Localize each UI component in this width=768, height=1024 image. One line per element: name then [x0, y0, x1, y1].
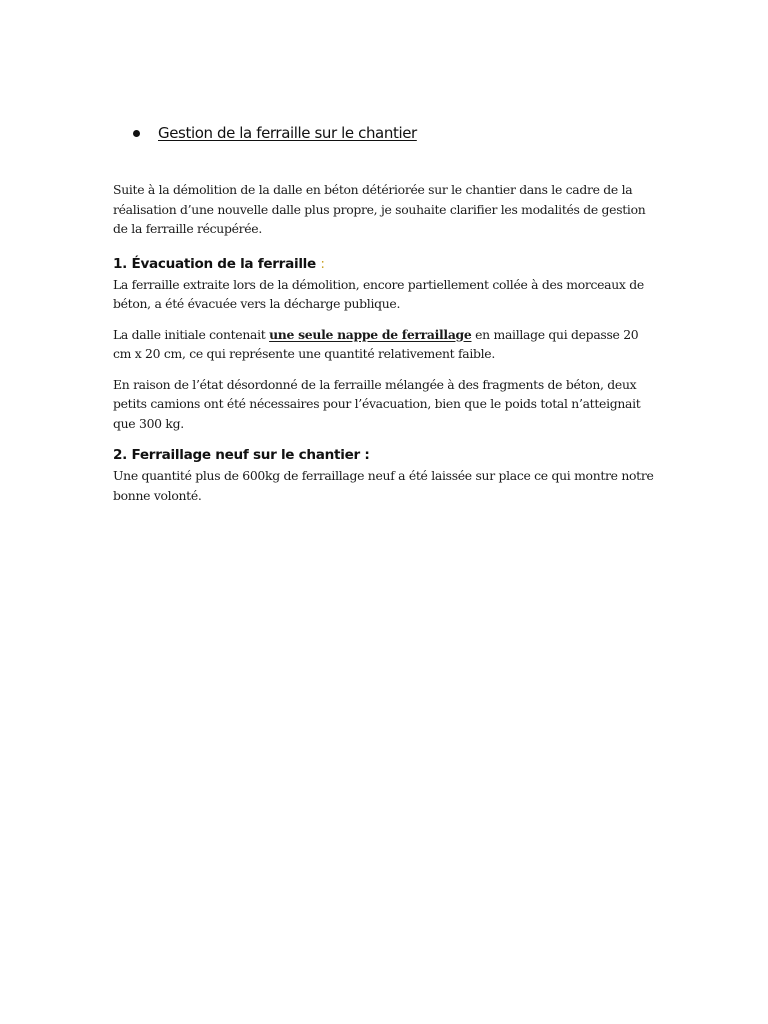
- section-1-paragraph-3: En raison de l’état désordonné de la ferraille mélangée à des fragments de béton, deux petits camions ont été nécessaires pour l’évacuation, bien que le poids total n’atteignait que 300 kg.: [113, 376, 641, 431]
- section-1-paragraph-2-emphasis: une seule nappe de ferraillage: [269, 326, 472, 342]
- section-1-paragraph-1: La ferraille extraite lors de la démolition, encore partiellement collée à des morceaux de béton, a été évacuée vers la décharge publique.: [113, 276, 644, 311]
- section-2-paragraph-1: Une quantité plus de 600kg de ferraillage neuf a été laissée sur place ce qui montre notre bonne volonté.: [113, 468, 654, 503]
- section-1-heading: [113, 253, 658, 275]
- section-1-paragraph-2: [113, 325, 658, 364]
- document-title: Gestion de la ferraille sur le chantier: [158, 124, 417, 142]
- document-title-row: [133, 124, 417, 142]
- section-1-paragraph-2-before: La dalle initiale contenait: [113, 326, 270, 342]
- intro-paragraph: Suite à la démolition de la dalle en béton détériorée sur le chantier dans le cadre de la réalisation d’une nouvelle dalle plus propre, je souhaite clarifier les modalités de gestion de la ferraille récupérée.: [113, 182, 646, 236]
- document-body: [113, 180, 658, 516]
- section-1-heading-text: 1. Évacuation de la ferraille: [113, 255, 321, 272]
- section-2-heading: 2. Ferraillage neuf sur le chantier :: [113, 447, 370, 463]
- section-1-heading-colon: :: [320, 255, 325, 272]
- bullet-icon: [133, 130, 140, 137]
- section-1-paragraph-2-after: en maillage qui depasse 20 cm x 20 cm, ce qui représente une quantité relativement faible.: [113, 326, 639, 361]
